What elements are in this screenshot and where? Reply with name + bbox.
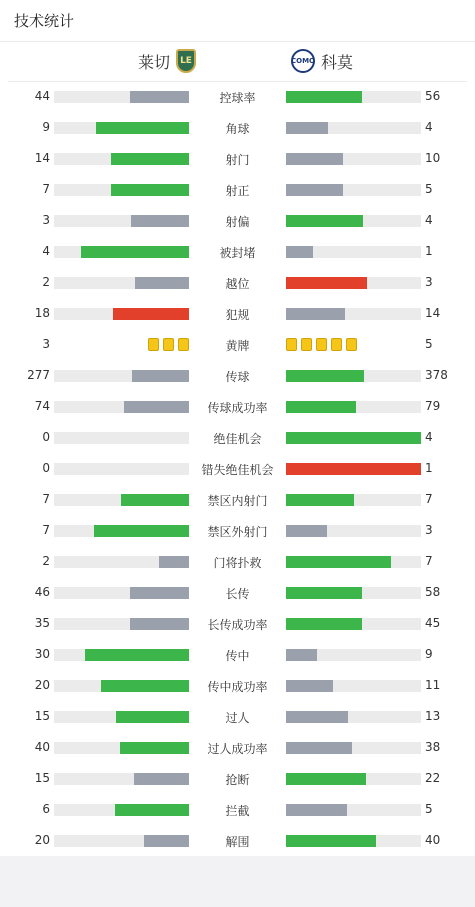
away-stat-bar-track <box>286 773 421 785</box>
stat-label: 传球成功率 <box>207 401 268 415</box>
away-team[interactable] <box>291 49 353 73</box>
stat-row <box>0 329 475 360</box>
stat-label: 越位 <box>225 277 250 291</box>
away-stat-bar-track <box>286 742 421 754</box>
stat-label: 射门 <box>225 153 250 167</box>
away-stat-value: 56 <box>425 89 441 103</box>
home-stat-value: 2 <box>42 554 50 568</box>
home-stat-value: 15 <box>34 709 50 723</box>
home-stat-bar-track <box>54 246 189 258</box>
home-team[interactable] <box>138 49 196 73</box>
home-stat-bar <box>115 804 189 816</box>
stat-row <box>0 391 475 422</box>
away-team-name: 科莫 <box>321 52 354 72</box>
stat-row <box>0 453 475 484</box>
home-stat-bar-track <box>54 711 189 723</box>
away-stat-value: 9 <box>425 647 433 661</box>
stat-label: 解围 <box>225 835 250 849</box>
stat-row <box>0 825 475 856</box>
home-stat-bar-track <box>54 401 189 413</box>
away-stat-bar <box>286 742 352 754</box>
home-stat-value: 2 <box>42 275 50 289</box>
home-stat-bar-track <box>54 556 189 568</box>
home-stat-bar-track <box>54 277 189 289</box>
home-stat-value: 4 <box>42 244 50 258</box>
stat-label: 黄牌 <box>225 339 250 353</box>
home-stat-bar-track <box>54 184 189 196</box>
away-stat-bar-track <box>286 370 421 382</box>
home-stat-bar <box>94 525 189 537</box>
stat-row <box>0 143 475 174</box>
stat-label: 错失绝佳机会 <box>201 463 274 477</box>
stat-row <box>0 608 475 639</box>
away-stat-bar <box>286 525 327 537</box>
away-stat-bar-track <box>286 711 421 723</box>
stat-row <box>0 112 475 143</box>
stat-label: 传中成功率 <box>207 680 268 694</box>
page-title: 技术统计 <box>0 0 475 42</box>
home-stat-bar-track <box>54 494 189 506</box>
away-stat-value: 5 <box>425 182 433 196</box>
away-stat-bar-track <box>286 680 421 692</box>
home-stat-bar-track <box>54 618 189 630</box>
away-stat-value: 14 <box>425 306 441 320</box>
home-stat-value: 3 <box>42 337 50 351</box>
away-stat-bar <box>286 649 317 661</box>
away-stat-bar-track <box>286 494 421 506</box>
home-stat-value: 277 <box>27 368 50 382</box>
home-stat-bar <box>124 401 189 413</box>
home-stat-value: 30 <box>34 647 50 661</box>
home-stat-bar <box>134 773 189 785</box>
yellow-card-icon <box>316 338 327 351</box>
away-stat-bar <box>286 153 343 165</box>
home-stat-value: 3 <box>42 213 50 227</box>
stat-row <box>0 174 475 205</box>
home-stat-bar-track <box>54 742 189 754</box>
home-stat-bar <box>135 277 189 289</box>
home-stat-bar-track <box>54 587 189 599</box>
away-stat-value: 4 <box>425 430 433 444</box>
stat-row <box>0 515 475 546</box>
stat-row <box>0 546 475 577</box>
home-stat-bar-track <box>54 370 189 382</box>
away-stat-bar <box>286 711 348 723</box>
home-yellow-cards <box>148 338 189 351</box>
yellow-card-icon <box>346 338 357 351</box>
away-team-crest-icon: COMO <box>291 49 315 73</box>
away-stat-bar <box>286 556 391 568</box>
home-stat-bar <box>130 618 189 630</box>
home-stat-value: 0 <box>42 430 50 444</box>
home-team-crest-icon: LE <box>176 49 196 73</box>
teams-header <box>8 42 467 82</box>
stat-label: 过人成功率 <box>207 742 268 756</box>
away-stat-value: 38 <box>425 740 441 754</box>
away-stat-bar-track <box>286 246 421 258</box>
stat-label: 传球 <box>225 370 250 384</box>
stat-label: 犯规 <box>225 308 250 322</box>
stat-row <box>0 360 475 391</box>
away-stat-bar <box>286 277 367 289</box>
stat-label: 射偏 <box>225 215 250 229</box>
home-stat-value: 40 <box>34 740 50 754</box>
away-stat-value: 45 <box>425 616 441 630</box>
home-stat-value: 18 <box>34 306 50 320</box>
home-stat-bar <box>113 308 189 320</box>
home-stat-bar <box>130 587 189 599</box>
home-stat-bar <box>96 122 189 134</box>
stat-row <box>0 236 475 267</box>
away-stat-bar <box>286 680 333 692</box>
stat-label: 抢断 <box>225 773 250 787</box>
away-stat-bar <box>286 184 343 196</box>
away-stat-bar <box>286 773 366 785</box>
home-stat-bar-track <box>54 680 189 692</box>
away-stat-bar <box>286 618 362 630</box>
home-stat-bar <box>121 494 189 506</box>
home-stat-value: 20 <box>34 833 50 847</box>
yellow-card-icon <box>301 338 312 351</box>
home-stat-bar-track <box>54 153 189 165</box>
away-stat-value: 13 <box>425 709 441 723</box>
home-stat-bar <box>120 742 189 754</box>
home-stat-bar <box>132 370 189 382</box>
away-stat-bar-track <box>286 401 421 413</box>
home-stat-bar <box>130 91 189 103</box>
home-stat-value: 20 <box>34 678 50 692</box>
home-stat-bar <box>144 835 189 847</box>
home-stat-value: 0 <box>42 461 50 475</box>
away-stat-value: 1 <box>425 461 433 475</box>
home-stat-value: 46 <box>34 585 50 599</box>
stat-row <box>0 670 475 701</box>
stat-row <box>0 763 475 794</box>
away-stat-bar <box>286 804 347 816</box>
stat-label: 角球 <box>225 122 250 136</box>
away-stat-bar <box>286 835 376 847</box>
home-stat-value: 7 <box>42 523 50 537</box>
stat-row <box>0 422 475 453</box>
stat-label: 被封堵 <box>219 246 256 260</box>
away-stat-bar-track <box>286 835 421 847</box>
away-stat-bar-track <box>286 91 421 103</box>
home-stat-value: 6 <box>42 802 50 816</box>
away-stat-bar <box>286 587 362 599</box>
stat-label: 拦截 <box>225 804 250 818</box>
stat-label: 门将扑救 <box>213 556 262 570</box>
home-stat-value: 7 <box>42 492 50 506</box>
home-stat-value: 44 <box>34 89 50 103</box>
away-stat-value: 22 <box>425 771 441 785</box>
away-stat-bar-track <box>286 556 421 568</box>
home-stat-bar-track <box>54 91 189 103</box>
stat-row <box>0 298 475 329</box>
home-stat-bar-track <box>54 308 189 320</box>
yellow-card-icon <box>178 338 189 351</box>
home-stat-bar <box>116 711 189 723</box>
away-stat-bar-track <box>286 618 421 630</box>
yellow-card-icon <box>286 338 297 351</box>
stat-row <box>0 81 475 112</box>
away-stat-bar <box>286 463 421 475</box>
home-stat-bar <box>131 215 189 227</box>
away-stat-bar <box>286 308 345 320</box>
stat-row <box>0 701 475 732</box>
yellow-card-icon <box>163 338 174 351</box>
away-stat-bar-track <box>286 277 421 289</box>
away-stat-value: 378 <box>425 368 448 382</box>
away-stat-bar <box>286 246 313 258</box>
away-stat-value: 79 <box>425 399 441 413</box>
stat-label: 长传 <box>225 587 250 601</box>
away-stat-bar <box>286 401 356 413</box>
stat-label: 传中 <box>225 649 250 663</box>
away-stat-bar-track <box>286 463 421 475</box>
away-stat-value: 58 <box>425 585 441 599</box>
away-stat-bar-track <box>286 184 421 196</box>
away-stat-bar <box>286 91 362 103</box>
stats-list <box>0 81 475 856</box>
stat-label: 过人 <box>225 711 250 725</box>
stat-label: 禁区内射门 <box>207 494 268 508</box>
away-stat-value: 5 <box>425 337 433 351</box>
stat-label: 控球率 <box>219 91 256 105</box>
away-stat-bar-track <box>286 649 421 661</box>
away-stat-value: 11 <box>425 678 441 692</box>
home-stat-value: 14 <box>34 151 50 165</box>
away-stat-bar <box>286 370 364 382</box>
away-stat-bar <box>286 432 421 444</box>
stat-row <box>0 484 475 515</box>
away-stat-bar-track <box>286 308 421 320</box>
home-team-name: 莱切 <box>138 52 171 72</box>
away-stat-value: 3 <box>425 523 433 537</box>
stat-label: 禁区外射门 <box>207 525 268 539</box>
home-stat-bar-track <box>54 649 189 661</box>
away-stat-bar-track <box>286 432 421 444</box>
stat-row <box>0 267 475 298</box>
home-stat-value: 9 <box>42 120 50 134</box>
stat-row <box>0 205 475 236</box>
home-stat-bar <box>159 556 189 568</box>
away-stat-bar <box>286 215 363 227</box>
away-stat-bar <box>286 122 328 134</box>
stat-row <box>0 577 475 608</box>
home-stat-bar-track <box>54 122 189 134</box>
yellow-card-icon <box>148 338 159 351</box>
home-stat-bar-track <box>54 835 189 847</box>
home-stat-value: 15 <box>34 771 50 785</box>
stat-row <box>0 794 475 825</box>
away-stat-bar <box>286 494 354 506</box>
home-stat-bar-track <box>54 432 189 444</box>
home-stat-bar <box>111 153 189 165</box>
away-stat-value: 4 <box>425 120 433 134</box>
home-stat-bar-track <box>54 773 189 785</box>
away-stat-value: 1 <box>425 244 433 258</box>
stat-row <box>0 732 475 763</box>
away-stat-value: 10 <box>425 151 441 165</box>
home-stat-bar-track <box>54 463 189 475</box>
stat-row <box>0 639 475 670</box>
home-stat-value: 7 <box>42 182 50 196</box>
yellow-card-icon <box>331 338 342 351</box>
stat-label: 长传成功率 <box>207 618 268 632</box>
away-stat-bar-track <box>286 122 421 134</box>
away-stat-bar-track <box>286 525 421 537</box>
away-stat-value: 40 <box>425 833 441 847</box>
stat-label: 绝佳机会 <box>213 432 262 446</box>
home-stat-bar <box>111 184 189 196</box>
home-stat-bar <box>85 649 189 661</box>
home-stat-bar-track <box>54 525 189 537</box>
away-stat-bar-track <box>286 215 421 227</box>
home-stat-bar <box>101 680 189 692</box>
home-stat-bar <box>81 246 189 258</box>
home-stat-value: 35 <box>34 616 50 630</box>
away-stat-bar-track <box>286 804 421 816</box>
home-stat-value: 74 <box>34 399 50 413</box>
home-stat-bar-track <box>54 215 189 227</box>
away-stat-bar-track <box>286 587 421 599</box>
away-stat-value: 7 <box>425 554 433 568</box>
away-stat-value: 7 <box>425 492 433 506</box>
away-yellow-cards <box>286 338 357 351</box>
away-stat-bar-track <box>286 153 421 165</box>
away-stat-value: 3 <box>425 275 433 289</box>
home-stat-bar-track <box>54 804 189 816</box>
away-stat-value: 5 <box>425 802 433 816</box>
away-stat-value: 4 <box>425 213 433 227</box>
stat-label: 射正 <box>225 184 250 198</box>
